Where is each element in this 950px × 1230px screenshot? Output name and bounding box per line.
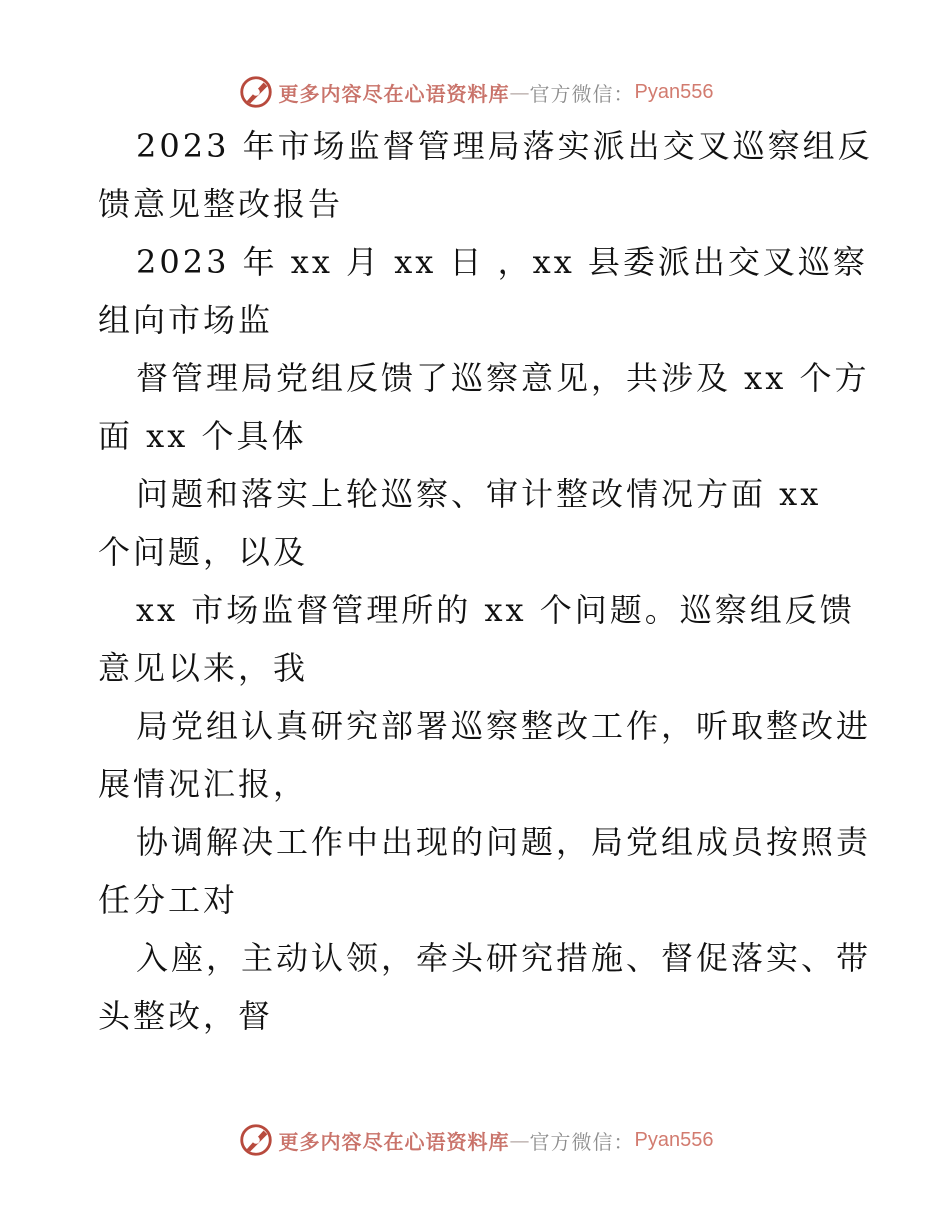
- paragraph-line: 组向市场监: [98, 301, 274, 339]
- paragraph-line: 督管理局党组反馈了巡察意见，共涉及 xx 个方: [136, 359, 870, 397]
- wechat-label: 官方微信：: [529, 1129, 635, 1154]
- paragraph-line: 局党组认真研究部署巡察整改工作，听取整改进: [136, 707, 872, 745]
- wechat-id: Pyan556: [634, 80, 714, 103]
- footer-watermark: [0, 1118, 950, 1162]
- paragraph-line: 面 xx 个具体: [98, 417, 307, 455]
- paragraph-line: 入座，主动认领，牵头研究措施、督促落实、带: [136, 939, 872, 977]
- paragraph-line: 问题和落实上轮巡察、审计整改情况方面 xx: [136, 475, 822, 513]
- paragraph-line: 头整改，督: [98, 997, 274, 1035]
- watermark-separator: —: [509, 1128, 530, 1152]
- paragraph-line: 2023 年 xx 月 xx 日 ，xx 县委派出交叉巡察: [136, 243, 868, 281]
- document-body: [98, 117, 873, 1045]
- title-line-1: 2023 年市场监督管理局落实派出交叉巡察组反: [136, 127, 873, 165]
- header-watermark: [0, 70, 950, 114]
- pen-logo-icon: [237, 1121, 275, 1159]
- title-line-2: 馈意见整改报告: [98, 185, 344, 223]
- watermark-text: 更多内容尽在心语资料库: [278, 81, 510, 106]
- paragraph-line: 任分工对: [98, 881, 239, 919]
- watermark-text: 更多内容尽在心语资料库: [278, 1129, 510, 1154]
- wechat-id: Pyan556: [634, 1128, 714, 1151]
- pen-logo-icon: [237, 73, 275, 111]
- paragraph-line: 展情况汇报，: [98, 765, 309, 803]
- paragraph-line: xx 市场监督管理所的 xx 个问题。巡察组反馈: [136, 591, 855, 629]
- wechat-label: 官方微信：: [529, 81, 635, 106]
- paragraph-line: 意见以来，我: [98, 649, 309, 687]
- paragraph-line: 个问题，以及: [98, 533, 309, 571]
- watermark-separator: —: [509, 80, 530, 104]
- paragraph-line: 协调解决工作中出现的问题，局党组成员按照责: [136, 823, 872, 861]
